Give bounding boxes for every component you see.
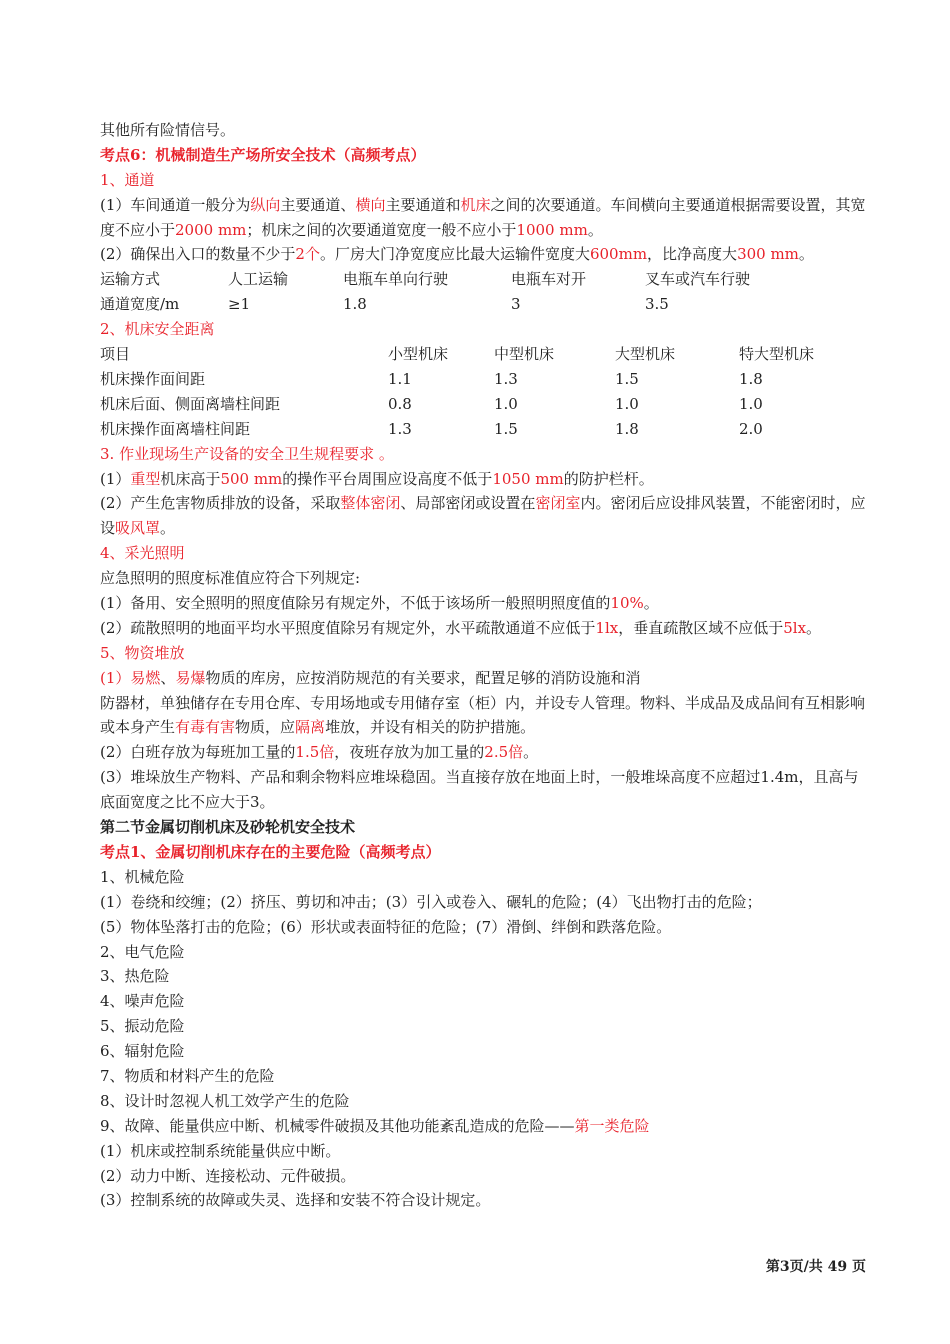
subheading-lighting: 4、采光照明 (100, 544, 185, 563)
table-cell: 通道宽度/m (100, 295, 180, 314)
text-line: 其他所有险情信号。 (100, 121, 236, 139)
paragraph-hazard-enclosure: (2）产生危害物质排放的设备，采取整体密闭、局部密闭或设置在密闭室内。密闭后应设排风装置，不能密闭时，应设吸风罩。 (100, 494, 866, 538)
subheading-passage: 1、通道 (100, 170, 155, 189)
table-cell: 1.5 (615, 369, 639, 388)
subheading-machine-distance: 2、机床安全距离 (100, 320, 215, 339)
list-item: 3、热危险 (100, 967, 170, 986)
table-cell: 叉车或汽车行驶 (645, 270, 751, 289)
list-item: 1、机械危险 (100, 867, 185, 886)
heading-kaodian-6: 考点6：机械制造生产场所安全技术（高频考点） (100, 145, 426, 164)
list-item: (1）卷绕和绞缠；(2）挤压、剪切和冲击；(3）引入或卷入、碾轧的危险；(4）飞出物打击的危险； (100, 892, 762, 911)
table2-row (100, 417, 870, 442)
list-item: 9、故障、能量供应中断、机械零件破损及其他功能紊乱造成的危险——第一类危险 (100, 1116, 650, 1135)
table-cell: 机床操作面离墙柱间距 (100, 419, 251, 438)
table-cell: 3.5 (645, 295, 669, 314)
table-cell: 运输方式 (100, 270, 161, 289)
list-item: 5、振动危险 (100, 1017, 185, 1036)
table1-header (100, 267, 870, 292)
list-item: (3）控制系统的故障或失灵、选择和安装不符合设计规定。 (100, 1191, 491, 1210)
paragraph-stacking: (3）堆垛放生产物料、产品和剩余物料应堆垛稳固。当直接存放在地面上时，一般堆垛高度不应超过1.4m，且高与底面宽度之比不应大于3。 (100, 768, 859, 812)
table-cell: 项目 (100, 345, 131, 364)
table-cell: 1.0 (739, 394, 763, 413)
paragraph-platform-railing: (1）重型机床高于500 mm的操作平台周围应设高度不低于1050 mm的防护栏杆。 (100, 469, 654, 488)
paragraph-flammable-storage: (1）易燃、易爆物质的库房，应按消防规范的有关要求，配置足够的消防设施和消 (100, 668, 641, 687)
document-body (100, 118, 870, 1213)
table-cell: 电瓶车对开 (511, 270, 587, 289)
paragraph-backup-lighting: (1）备用、安全照明的照度值除另有规定外，不低于该场所一般照明照度值的10%。 (100, 593, 659, 612)
table-cell: 特大型机床 (739, 345, 815, 364)
paragraph-shift-storage: (2）白班存放为每班加工量的1.5倍，夜班存放为加工量的2.5倍。 (100, 743, 539, 762)
table-cell: 0.8 (388, 394, 412, 413)
table-cell: 机床后面、侧面离墙柱间距 (100, 394, 281, 413)
table-cell: 1.8 (739, 369, 763, 388)
list-item: 2、电气危险 (100, 942, 185, 961)
table-cell: 人工运输 (228, 270, 289, 289)
list-item: 8、设计时忽视人机工效学产生的危险 (100, 1091, 350, 1110)
text-line: 应急照明的照度标准值应符合下列规定: (100, 569, 361, 588)
table-cell: 1.8 (343, 295, 367, 314)
subheading-site-requirements: 3. 作业现场生产设备的安全卫生规程要求 。 (100, 444, 394, 463)
table-cell: 2.0 (739, 419, 763, 438)
list-item: (1）机床或控制系统能量供应中断。 (100, 1141, 341, 1160)
table-cell: 1.8 (615, 419, 639, 438)
table-cell: 中型机床 (494, 345, 555, 364)
paragraph-evacuation-lighting: (2）疏散照明的地面平均水平照度值除另有规定外，水平疏散通道不应低于1lx，垂直疏散区域不应低于5lx。 (100, 618, 822, 637)
table-cell: 1.3 (388, 419, 412, 438)
table-cell: 3 (511, 295, 521, 314)
table2-header (100, 342, 870, 367)
page-number: 第3页/共 49 页 (765, 1259, 866, 1275)
table-cell: 1.0 (494, 394, 518, 413)
subheading-material-storage: 5、物资堆放 (100, 643, 185, 662)
table-cell: ≥1 (228, 295, 251, 314)
section-title: 第二节金属切削机床及砂轮机安全技术 (100, 818, 356, 837)
table-cell: 小型机床 (388, 345, 449, 364)
table2-row (100, 367, 870, 392)
table-cell: 1.3 (494, 369, 518, 388)
table2-row (100, 392, 870, 417)
paragraph-entrances: (2）确保出入口的数量不少于2个。厂房大门净宽度应比最大运输件宽度大600mm，比净高度大300 mm。 (100, 245, 814, 264)
table-cell: 大型机床 (615, 345, 676, 364)
table-cell: 1.5 (494, 419, 518, 438)
table-cell: 机床操作面间距 (100, 369, 206, 388)
heading-kaodian-1: 考点1、金属切削机床存在的主要危险（高频考点） (100, 842, 441, 861)
table-cell: 电瓶车单向行驶 (343, 270, 449, 289)
table1-row (100, 292, 870, 317)
paragraph-storage-management: 防器材，单独储存在专用仓库、专用场地或专用储存室（柜）内，并设专人管理。物料、半成品及成品间有互相影响或本身产生有毒有害物质，应隔离堆放，并设有相关的防护措施。 (100, 693, 866, 737)
list-item: 4、噪声危险 (100, 992, 185, 1011)
list-item: 6、辐射危险 (100, 1042, 185, 1061)
list-item: 7、物质和材料产生的危险 (100, 1066, 275, 1085)
list-item: (5）物体坠落打击的危险；(6）形状或表面特征的危险；(7）滑倒、绊倒和跌落危险。 (100, 917, 672, 936)
table-cell: 1.0 (615, 394, 639, 413)
paragraph-passage-width: (1）车间通道一般分为纵向主要通道、横向主要通道和机床之间的次要通道。车间横向主要通道根据需要设置，其宽度不应小于2000 mm；机床之间的次要通道宽度一般不应小于1000 mm。 (100, 195, 866, 239)
list-item: (2）动力中断、连接松动、元件破损。 (100, 1166, 356, 1185)
table-cell: 1.1 (388, 369, 412, 388)
